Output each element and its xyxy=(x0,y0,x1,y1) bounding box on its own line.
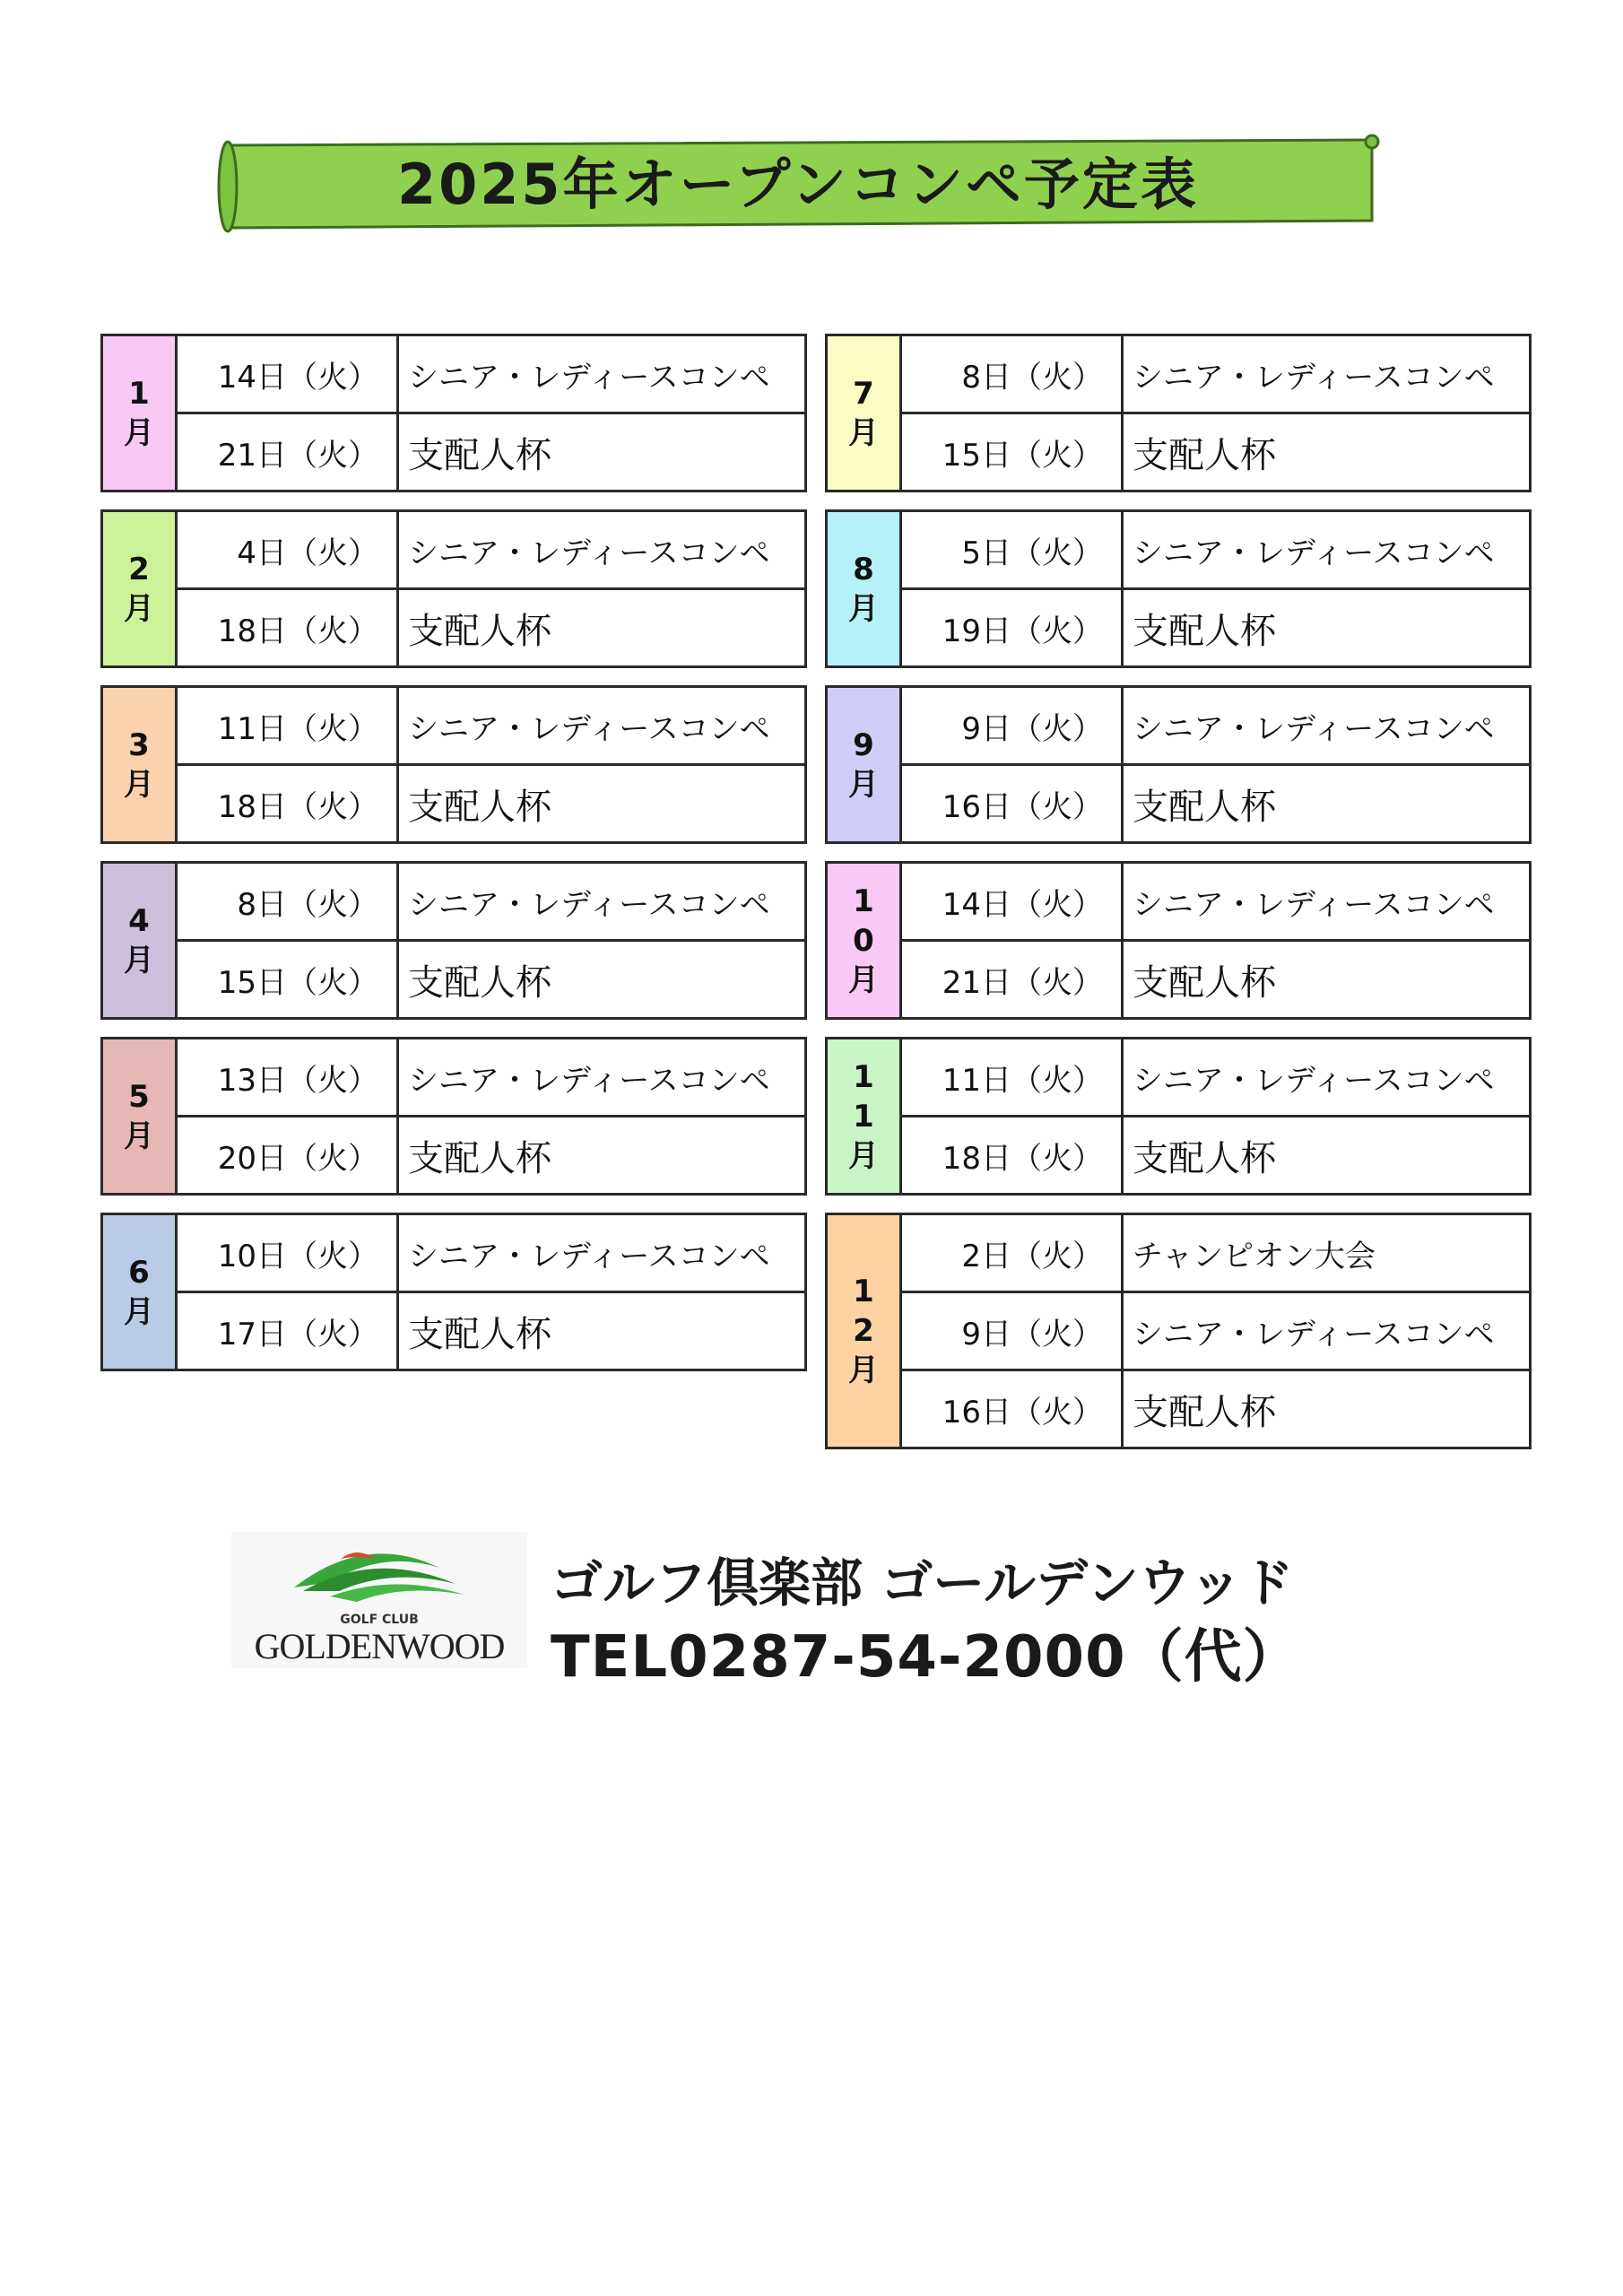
table-row xyxy=(827,863,1531,941)
table-row xyxy=(827,1214,1531,1292)
month-label: 7月 xyxy=(848,375,879,451)
event-cell: 支配人杯 xyxy=(1123,941,1531,1019)
table-row xyxy=(102,1292,806,1370)
event-cell: 支配人杯 xyxy=(1123,413,1531,491)
month-label: 6月 xyxy=(124,1254,154,1330)
date-cell: 15日（火） xyxy=(901,413,1123,491)
date-cell: 14日（火） xyxy=(901,863,1123,941)
month-table xyxy=(825,861,1532,1020)
table-row xyxy=(102,511,806,589)
schedule-table xyxy=(825,1213,1532,1449)
club-name: ゴルフ倶楽部 ゴールデンウッド xyxy=(551,1552,1294,1613)
table-row xyxy=(827,941,1531,1019)
date-cell: 9日（火） xyxy=(901,1292,1123,1370)
month-label-cell xyxy=(102,511,177,667)
event-cell: 支配人杯 xyxy=(398,1117,806,1195)
date-cell: 13日（火） xyxy=(177,1039,398,1117)
month-label-cell xyxy=(827,1039,901,1195)
month-label: 9月 xyxy=(848,726,879,803)
date-cell: 19日（火） xyxy=(901,589,1123,667)
event-cell: シニア・レディースコンペ xyxy=(1123,1039,1531,1117)
month-table xyxy=(825,1037,1532,1196)
month-table xyxy=(100,861,807,1020)
month-label-cell xyxy=(102,1214,177,1370)
month-label: 3月 xyxy=(124,726,154,803)
event-cell: チャンピオン大会 xyxy=(1123,1214,1531,1292)
date-cell: 18日（火） xyxy=(177,589,398,667)
month-label: 12月 xyxy=(848,1274,879,1388)
month-table xyxy=(100,685,807,844)
schedule-table xyxy=(100,685,807,844)
date-cell: 4日（火） xyxy=(177,511,398,589)
table-row xyxy=(827,1370,1531,1448)
schedule-table xyxy=(825,509,1532,668)
month-label: 4月 xyxy=(124,902,154,978)
table-row xyxy=(827,1292,1531,1370)
event-cell: シニア・レディースコンペ xyxy=(398,1214,806,1292)
table-row xyxy=(102,765,806,843)
date-cell: 15日（火） xyxy=(177,941,398,1019)
month-label: 2月 xyxy=(124,551,154,627)
schedule-table xyxy=(100,1213,807,1371)
event-cell: シニア・レディースコンペ xyxy=(1123,335,1531,413)
date-cell: 9日（火） xyxy=(901,687,1123,765)
date-cell: 10日（火） xyxy=(177,1214,398,1292)
date-cell: 8日（火） xyxy=(177,863,398,941)
table-row xyxy=(102,1039,806,1117)
date-cell: 17日（火） xyxy=(177,1292,398,1370)
date-cell: 11日（火） xyxy=(177,687,398,765)
event-cell: シニア・レディースコンペ xyxy=(398,687,806,765)
event-cell: シニア・レディースコンペ xyxy=(1123,1292,1531,1370)
table-row xyxy=(102,335,806,413)
event-cell: シニア・レディースコンペ xyxy=(1123,687,1531,765)
page-title: 2025年オープンコンペ予定表 xyxy=(397,152,1199,217)
table-row xyxy=(827,589,1531,667)
schedule-table xyxy=(825,861,1532,1020)
schedule-table xyxy=(825,685,1532,844)
table-row xyxy=(827,765,1531,843)
phone-number: TEL0287-54-2000（代） xyxy=(551,1624,1301,1691)
date-cell: 18日（火） xyxy=(177,765,398,843)
month-label-cell xyxy=(827,511,901,667)
month-table xyxy=(825,334,1532,492)
month-label: 10月 xyxy=(848,883,879,998)
schedule-table xyxy=(100,861,807,1020)
month-label-cell xyxy=(102,335,177,491)
month-label: 5月 xyxy=(124,1078,154,1154)
month-label-cell xyxy=(827,1214,901,1448)
month-table xyxy=(100,334,807,492)
table-row xyxy=(102,1117,806,1195)
logo-small-text: GOLF CLUB xyxy=(340,1613,419,1627)
event-cell: 支配人杯 xyxy=(398,1292,806,1370)
month-table xyxy=(100,509,807,668)
event-cell: シニア・レディースコンペ xyxy=(1123,511,1531,589)
date-cell: 18日（火） xyxy=(901,1117,1123,1195)
month-label-cell xyxy=(827,335,901,491)
title-banner xyxy=(215,133,1381,239)
club-logo xyxy=(231,1532,527,1668)
month-table xyxy=(825,509,1532,668)
schedule-table xyxy=(100,334,807,492)
date-cell: 16日（火） xyxy=(901,765,1123,843)
event-cell: シニア・レディースコンペ xyxy=(398,1039,806,1117)
event-cell: シニア・レディースコンペ xyxy=(1123,863,1531,941)
month-label-cell xyxy=(827,687,901,843)
date-cell: 8日（火） xyxy=(901,335,1123,413)
month-label-cell xyxy=(102,863,177,1019)
event-cell: 支配人杯 xyxy=(398,765,806,843)
month-label: 8月 xyxy=(848,551,879,627)
date-cell: 2日（火） xyxy=(901,1214,1123,1292)
schedule-table xyxy=(825,1037,1532,1196)
schedule-table xyxy=(100,509,807,668)
table-row xyxy=(827,1117,1531,1195)
event-cell: 支配人杯 xyxy=(398,413,806,491)
month-label-cell xyxy=(827,863,901,1019)
table-row xyxy=(102,863,806,941)
event-cell: 支配人杯 xyxy=(1123,765,1531,843)
date-cell: 5日（火） xyxy=(901,511,1123,589)
event-cell: 支配人杯 xyxy=(1123,1117,1531,1195)
event-cell: 支配人杯 xyxy=(398,941,806,1019)
logo-emblem-icon xyxy=(231,1532,527,1622)
event-cell: シニア・レディースコンペ xyxy=(398,863,806,941)
table-row xyxy=(102,687,806,765)
month-table xyxy=(100,1213,807,1371)
schedule-table xyxy=(100,1037,807,1196)
table-row xyxy=(827,335,1531,413)
table-row xyxy=(102,589,806,667)
event-cell: シニア・レディースコンペ xyxy=(398,335,806,413)
month-label: 1月 xyxy=(124,375,154,451)
table-row xyxy=(827,687,1531,765)
schedule-table xyxy=(825,334,1532,492)
logo-name: GOLDENWOOD xyxy=(254,1626,505,1666)
date-cell: 21日（火） xyxy=(901,941,1123,1019)
event-cell: 支配人杯 xyxy=(398,589,806,667)
month-label-cell xyxy=(102,687,177,843)
event-cell: 支配人杯 xyxy=(1123,589,1531,667)
table-row xyxy=(827,511,1531,589)
month-label: 11月 xyxy=(848,1058,879,1174)
table-row xyxy=(102,1214,806,1292)
date-cell: 16日（火） xyxy=(901,1370,1123,1448)
table-row xyxy=(827,413,1531,491)
month-table xyxy=(825,1213,1532,1449)
table-row xyxy=(827,1039,1531,1117)
month-table xyxy=(825,685,1532,844)
date-cell: 20日（火） xyxy=(177,1117,398,1195)
month-table xyxy=(100,1037,807,1196)
month-label-cell xyxy=(102,1039,177,1195)
event-cell: シニア・レディースコンペ xyxy=(398,511,806,589)
event-cell: 支配人杯 xyxy=(1123,1370,1531,1448)
table-row xyxy=(102,413,806,491)
date-cell: 11日（火） xyxy=(901,1039,1123,1117)
date-cell: 14日（火） xyxy=(177,335,398,413)
date-cell: 21日（火） xyxy=(177,413,398,491)
table-row xyxy=(102,941,806,1019)
